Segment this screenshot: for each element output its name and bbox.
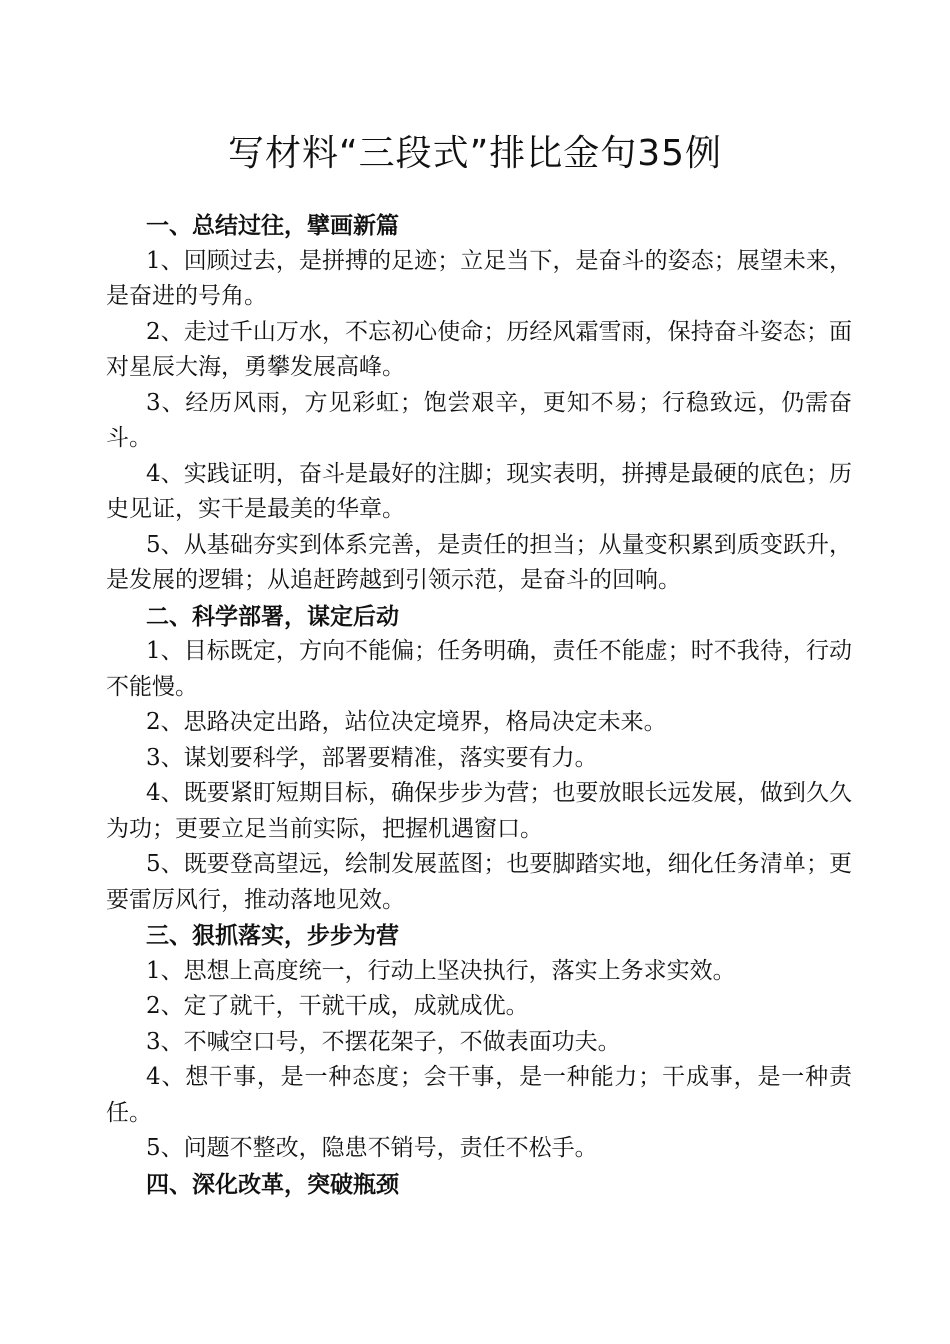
- list-item: 2、思路决定出路，站位决定境界，格局决定未来。: [146, 709, 667, 735]
- section-heading: 一、总结过往，擘画新篇: [146, 212, 399, 239]
- list-item: 4、想干事，是一种态度；会干事，是一种能力；干成事，是一种责任。: [106, 1064, 852, 1126]
- list-item: 5、问题不整改，隐患不销号，责任不松手。: [146, 1135, 598, 1161]
- list-item: 5、从基础夯实到体系完善，是责任的担当；从量变积累到质变跃升，是发展的逻辑；从追赶跨越到引领示范，是奋斗的回响。: [106, 531, 852, 593]
- list-item: 1、目标既定，方向不能偏；任务明确，责任不能虚；时不我待，行动不能慢。: [106, 638, 852, 700]
- list-item: 3、经历风雨，方见彩虹；饱尝艰辛，更知不易；行稳致远，仍需奋斗。: [106, 389, 852, 451]
- list-item: 4、实践证明，奋斗是最好的注脚；现实表明，拼搏是最硬的底色；历史见证，实干是最美的华章。: [106, 460, 852, 522]
- list-item: 2、走过千山万水，不忘初心使命；历经风霜雪雨，保持奋斗姿态；面对星辰大海，勇攀发展高峰。: [106, 318, 852, 380]
- section-heading: 三、狠抓落实，步步为营: [146, 922, 399, 949]
- list-item: 5、既要登高望远，绘制发展蓝图；也要脚踏实地，细化任务清单；更要雷厉风行，推动落地见效。: [106, 851, 852, 913]
- list-item: 1、思想上高度统一，行动上坚决执行，落实上务求实效。: [146, 957, 736, 984]
- document-body: [106, 208, 852, 1202]
- list-item: 3、不喊空口号，不摆花架子，不做表面功夫。: [146, 1028, 621, 1055]
- list-item: 3、谋划要科学，部署要精准，落实要有力。: [146, 744, 598, 771]
- list-item: 1、回顾过去，是拼搏的足迹；立足当下，是奋斗的姿态；展望未来，是奋进的号角。: [106, 247, 852, 309]
- section-heading: 二、科学部署，谋定后动: [146, 602, 399, 630]
- list-item: 4、既要紧盯短期目标，确保步步为营；也要放眼长远发展，做到久久为功；更要立足当前实际，把握机遇窗口。: [106, 780, 852, 842]
- section-heading: 四、深化改革，突破瓶颈: [146, 1170, 399, 1198]
- page-title: 写材料“三段式”排比金句35例: [227, 133, 723, 174]
- list-item: 2、定了就干，干就干成，成就成优。: [146, 993, 529, 1019]
